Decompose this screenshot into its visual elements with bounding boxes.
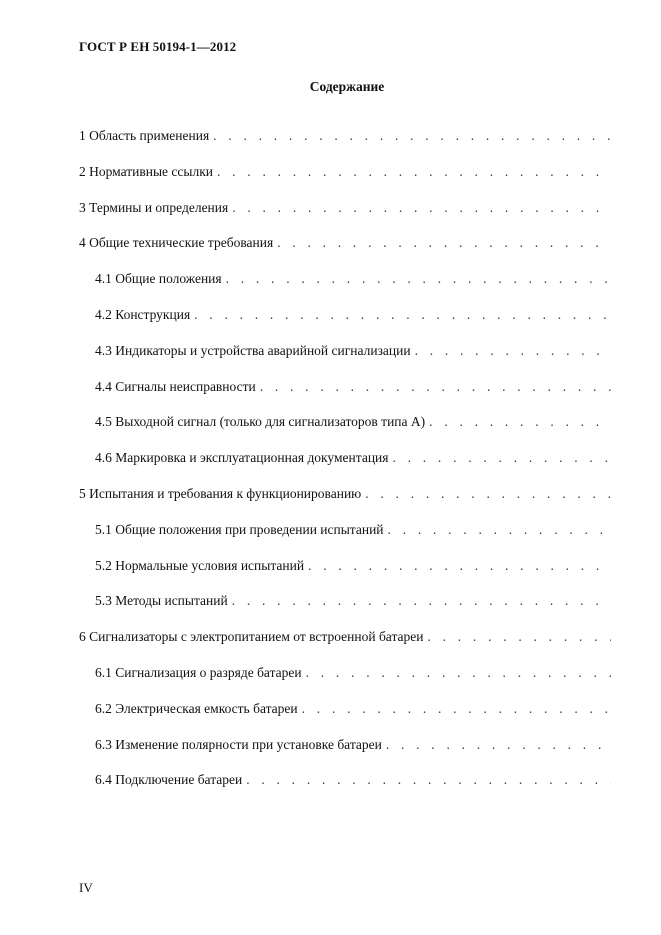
toc-entry-label: 6 Сигнализаторы с электропитанием от встроенной батареи bbox=[79, 629, 424, 644]
toc-entry[interactable] bbox=[79, 485, 611, 503]
dot-leader bbox=[226, 270, 611, 288]
toc-entry[interactable] bbox=[95, 771, 611, 789]
toc-entry-label: 1 Область применения bbox=[79, 128, 210, 143]
dot-leader bbox=[232, 199, 611, 217]
toc-entry[interactable] bbox=[95, 521, 611, 539]
dot-leader bbox=[415, 342, 611, 360]
toc-entry-label: 4 Общие технические требования bbox=[79, 235, 274, 250]
toc-entry-label: 4.6 Маркировка и эксплуатационная документация bbox=[95, 450, 389, 465]
toc-entry-label: 5.2 Нормальные условия испытаний bbox=[95, 558, 305, 573]
toc-entry[interactable] bbox=[79, 199, 611, 217]
toc-entry[interactable] bbox=[95, 700, 611, 718]
dot-leader bbox=[217, 163, 611, 181]
dot-leader bbox=[392, 449, 611, 467]
dot-leader bbox=[365, 485, 611, 503]
dot-leader bbox=[302, 700, 611, 718]
toc-entry-label: 5.3 Методы испытаний bbox=[95, 593, 228, 608]
toc-entry-label: 6.1 Сигнализация о разряде батареи bbox=[95, 665, 302, 680]
toc-entry-label: 3 Термины и определения bbox=[79, 200, 229, 215]
toc-entry[interactable] bbox=[95, 270, 611, 288]
dot-leader bbox=[213, 127, 611, 145]
toc-entry[interactable] bbox=[95, 664, 611, 682]
dot-leader bbox=[308, 557, 611, 575]
dot-leader bbox=[277, 234, 611, 252]
toc-entry[interactable] bbox=[95, 378, 611, 396]
dot-leader bbox=[232, 592, 611, 610]
toc-entry[interactable] bbox=[79, 127, 611, 145]
toc-entry-label: 6.2 Электрическая емкость батареи bbox=[95, 701, 298, 716]
dot-leader bbox=[260, 378, 611, 396]
toc-entry[interactable] bbox=[79, 628, 611, 646]
toc-entry-label: 4.5 Выходной сигнал (только для сигнализаторов типа А) bbox=[95, 414, 426, 429]
toc-entry[interactable] bbox=[95, 736, 611, 754]
dot-leader bbox=[306, 664, 611, 682]
toc-entry-label: 5 Испытания и требования к функционированию bbox=[79, 486, 362, 501]
toc-entry[interactable] bbox=[95, 413, 611, 431]
toc-entry[interactable] bbox=[95, 306, 611, 324]
toc-entry[interactable] bbox=[95, 557, 611, 575]
toc-entry-label: 2 Нормативные ссылки bbox=[79, 164, 213, 179]
toc-entry[interactable] bbox=[95, 342, 611, 360]
page-title: Содержание bbox=[309, 79, 385, 94]
toc-entry[interactable] bbox=[79, 163, 611, 181]
page-number: IV bbox=[79, 880, 93, 895]
dot-leader bbox=[388, 521, 611, 539]
toc-entry-label: 4.2 Конструкция bbox=[95, 307, 191, 322]
toc-entry-label: 4.3 Индикаторы и устройства аварийной сигнализации bbox=[95, 343, 411, 358]
toc-entry-label: 4.1 Общие положения bbox=[95, 271, 222, 286]
dot-leader bbox=[429, 413, 611, 431]
toc-entry-label: 6.4 Подключение батареи bbox=[95, 772, 243, 787]
dot-leader bbox=[246, 771, 611, 789]
toc-entry[interactable] bbox=[95, 449, 611, 467]
dot-leader bbox=[386, 736, 611, 754]
toc-entry[interactable] bbox=[95, 592, 611, 610]
toc-entry-label: 6.3 Изменение полярности при установке батареи bbox=[95, 737, 382, 752]
toc-entry[interactable] bbox=[79, 234, 611, 252]
toc-entry-label: 5.1 Общие положения при проведении испытаний bbox=[95, 522, 384, 537]
document-code: ГОСТ Р ЕН 50194-1—2012 bbox=[79, 39, 237, 54]
toc-entry-label: 4.4 Сигналы неисправности bbox=[95, 379, 256, 394]
dot-leader bbox=[427, 628, 611, 646]
dot-leader bbox=[194, 306, 611, 324]
